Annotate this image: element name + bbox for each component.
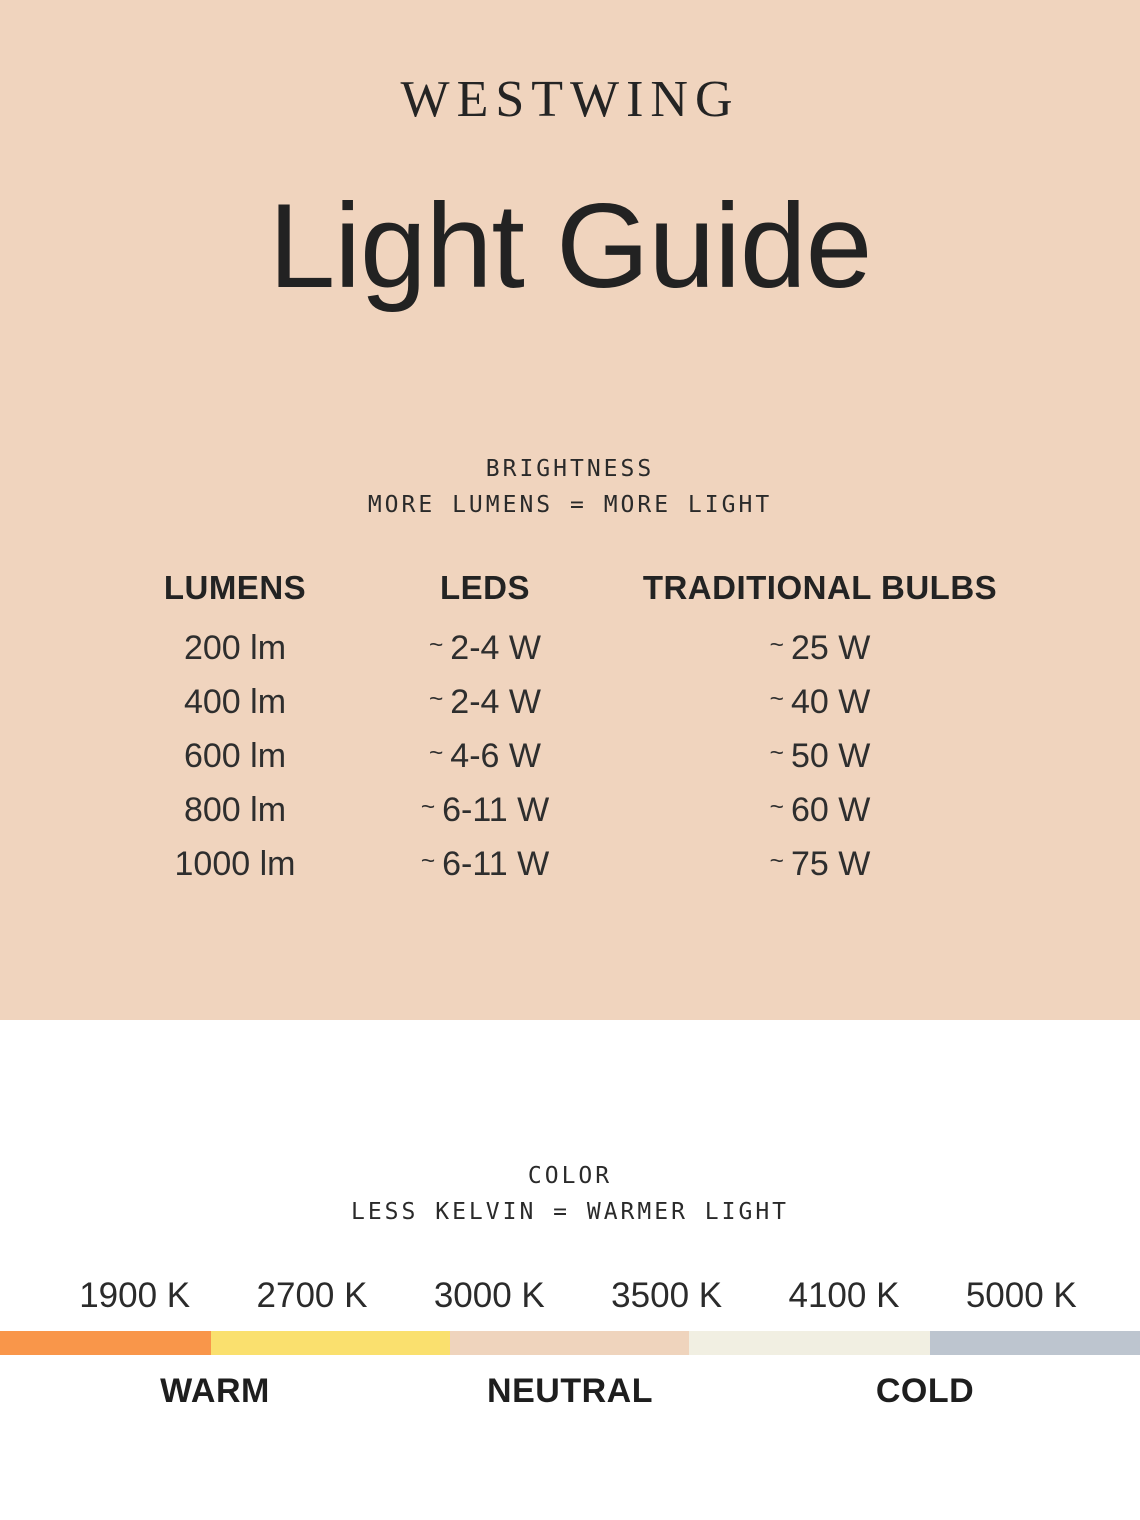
brightness-heading-line1: BRIGHTNESS bbox=[485, 456, 655, 482]
leds-watts: 6-11 W bbox=[442, 844, 550, 883]
approx-symbol: ~ bbox=[769, 847, 784, 875]
leds-watts: 6-11 W bbox=[442, 790, 550, 829]
color-heading bbox=[0, 1020, 1140, 1230]
approx-symbol: ~ bbox=[769, 793, 784, 821]
bulbs-watts: 50 W bbox=[790, 736, 871, 775]
kelvin-label: 2700 K bbox=[256, 1276, 368, 1315]
bulbs-value bbox=[630, 791, 1010, 830]
brightness-heading bbox=[0, 451, 1140, 523]
column-header-traditional-bulbs: TRADITIONAL BULBS bbox=[642, 569, 998, 606]
kelvin-labels-row bbox=[0, 1276, 1140, 1316]
temperature-label-neutral: NEUTRAL bbox=[487, 1372, 653, 1410]
brightness-heading-line2: MORE LUMENS = MORE LIGHT bbox=[367, 492, 773, 518]
bulbs-value bbox=[630, 683, 1010, 722]
bulbs-watts: 25 W bbox=[790, 628, 871, 667]
color-temperature-panel bbox=[0, 1020, 1140, 1520]
kelvin-label: 5000 K bbox=[965, 1276, 1077, 1315]
table-row bbox=[130, 675, 1010, 729]
kelvin-label: 1900 K bbox=[79, 1276, 191, 1315]
approx-symbol: ~ bbox=[420, 793, 436, 821]
scale-segment-neutral-cream bbox=[689, 1331, 931, 1355]
lumens-value: 1000 lm bbox=[174, 844, 296, 883]
color-heading-line2: LESS KELVIN = WARMER LIGHT bbox=[350, 1199, 790, 1225]
bulbs-watts: 75 W bbox=[790, 844, 871, 883]
temperature-label-cold: COLD bbox=[875, 1372, 975, 1410]
table-row bbox=[130, 729, 1010, 783]
lumens-value: 200 lm bbox=[183, 628, 287, 667]
column-header-lumens: LUMENS bbox=[163, 569, 307, 606]
color-heading-line1: COLOR bbox=[527, 1163, 613, 1189]
lumens-value: 800 lm bbox=[183, 790, 287, 829]
table-header-row bbox=[130, 569, 1010, 621]
temperature-label-warm: WARM bbox=[160, 1372, 270, 1410]
scale-segment-cold-blue-gray bbox=[930, 1331, 1140, 1355]
approx-symbol: ~ bbox=[769, 631, 784, 659]
bulbs-value bbox=[630, 737, 1010, 776]
table-row bbox=[130, 837, 1010, 891]
scale-segment-warm-yellow bbox=[211, 1331, 450, 1355]
scale-segment-neutral-tan bbox=[450, 1331, 688, 1355]
table-row bbox=[130, 621, 1010, 675]
kelvin-label: 3000 K bbox=[433, 1276, 545, 1315]
bulbs-watts: 60 W bbox=[790, 790, 871, 829]
scale-segment-warm-orange bbox=[0, 1331, 211, 1355]
leds-watts: 4-6 W bbox=[450, 736, 541, 775]
approx-symbol: ~ bbox=[769, 685, 784, 713]
table-row bbox=[130, 783, 1010, 837]
approx-symbol: ~ bbox=[769, 739, 784, 767]
temperature-labels-row bbox=[0, 1372, 1140, 1411]
leds-value bbox=[340, 791, 630, 830]
approx-symbol: ~ bbox=[420, 847, 436, 875]
bulbs-value bbox=[630, 845, 1010, 884]
lumens-value: 600 lm bbox=[183, 736, 287, 775]
brand-logo: WESTWING bbox=[400, 71, 740, 128]
bulbs-value bbox=[630, 629, 1010, 668]
kelvin-label: 4100 K bbox=[788, 1276, 900, 1315]
leds-watts: 2-4 W bbox=[450, 682, 541, 721]
bulbs-watts: 40 W bbox=[790, 682, 871, 721]
lumens-conversion-table bbox=[130, 569, 1010, 891]
color-temperature-scale-bar bbox=[0, 1331, 1140, 1355]
table-body bbox=[130, 621, 1010, 891]
approx-symbol: ~ bbox=[429, 685, 444, 713]
approx-symbol: ~ bbox=[429, 739, 444, 767]
leds-value bbox=[340, 683, 630, 722]
leds-value bbox=[340, 845, 630, 884]
kelvin-label: 3500 K bbox=[611, 1276, 723, 1315]
leds-value bbox=[340, 737, 630, 776]
leds-value bbox=[340, 629, 630, 668]
lumens-value: 400 lm bbox=[183, 682, 287, 721]
leds-watts: 2-4 W bbox=[450, 628, 541, 667]
approx-symbol: ~ bbox=[429, 631, 444, 659]
column-header-leds: LEDS bbox=[439, 569, 530, 606]
page-title: Light Guide bbox=[268, 179, 872, 313]
